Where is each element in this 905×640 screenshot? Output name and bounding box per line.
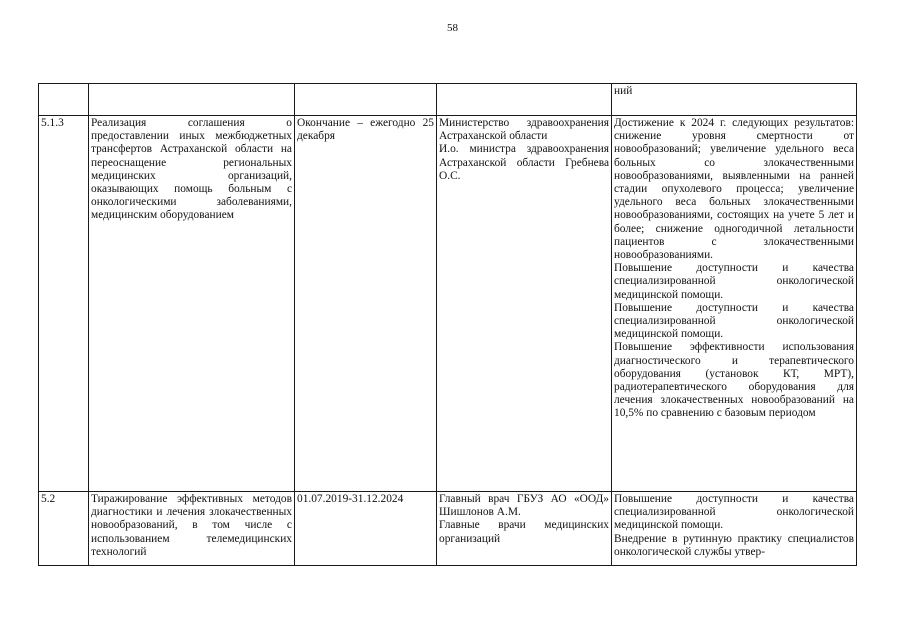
plan-table <box>38 83 857 566</box>
cell-name: Тиражирование эффективных методов диагностики и лечения злокачественных новообразований, в том числе с использованием телемедицинских технологий <box>89 492 295 566</box>
cell-responsible <box>437 492 612 566</box>
cell-responsible <box>437 116 612 492</box>
result-paragraph: Повышение эффективности использования диагностического и терапевтического оборудования (установок КТ, МРТ), радиотерапевтического оборудования для лечения злокачественных новообразований на 10,5% по сравнению с базовым периодом <box>614 341 854 420</box>
table-row-continuation <box>39 84 857 116</box>
table-row <box>39 116 857 492</box>
table-row <box>39 492 857 566</box>
cell-term: Окончание – ежегодно 25 декабря <box>295 116 437 492</box>
cell-responsible <box>437 84 612 116</box>
responsible-line: Министерство здравоохранения Астраханской области <box>439 117 609 143</box>
result-paragraph: Повышение доступности и качества специализированной онкологической медицинской помощи. <box>614 301 854 341</box>
cell-result <box>612 492 857 566</box>
responsible-line: И.о. министра здравоохранения Астраханской области Гребнева О.С. <box>439 143 609 182</box>
cell-num <box>39 84 89 116</box>
cell-term <box>295 84 437 116</box>
cell-name: Реализация соглашения о предоставлении иных межбюджетных трансфертов Астраханской области на переоснащение региональных медицинских организаций, оказывающих помощь больным с онкологическими заболеваниями, медицинским оборудованием <box>89 116 295 492</box>
cell-num: 5.1.3 <box>39 116 89 492</box>
cell-num: 5.2 <box>39 492 89 566</box>
result-paragraph: Повышение доступности и качества специализированной онкологической медицинской помощи. <box>614 493 854 532</box>
cell-result: ний <box>612 84 857 116</box>
cell-result <box>612 116 857 492</box>
result-paragraph: Внедрение в рутинную практику специалистов онкологической службы утвер- <box>614 532 854 558</box>
cell-name <box>89 84 295 116</box>
result-paragraph: Повышение доступности и качества специализированной онкологической медицинской помощи. <box>614 262 854 301</box>
responsible-line: Главные врачи медицинских организаций <box>439 519 609 545</box>
responsible-line: Главный врач ГБУЗ АО «ООД» Шишлонов А.М. <box>439 493 609 519</box>
cell-term: 01.07.2019-31.12.2024 <box>295 492 437 566</box>
result-paragraph: Достижение к 2024 г. следующих результатов: снижение уровня смертности от новообразований; увеличение удельного веса больных со злокачественными новообразованиями, выявленными на ранней стадии опухолевого процесса; увеличение удельного веса больных злокачественными новообразованиями, состоящих на учете 5 лет и более; снижение одногодичной летальности пациентов с злокачественными новообразованиями. <box>614 117 854 262</box>
page-number: 58 <box>447 22 458 34</box>
